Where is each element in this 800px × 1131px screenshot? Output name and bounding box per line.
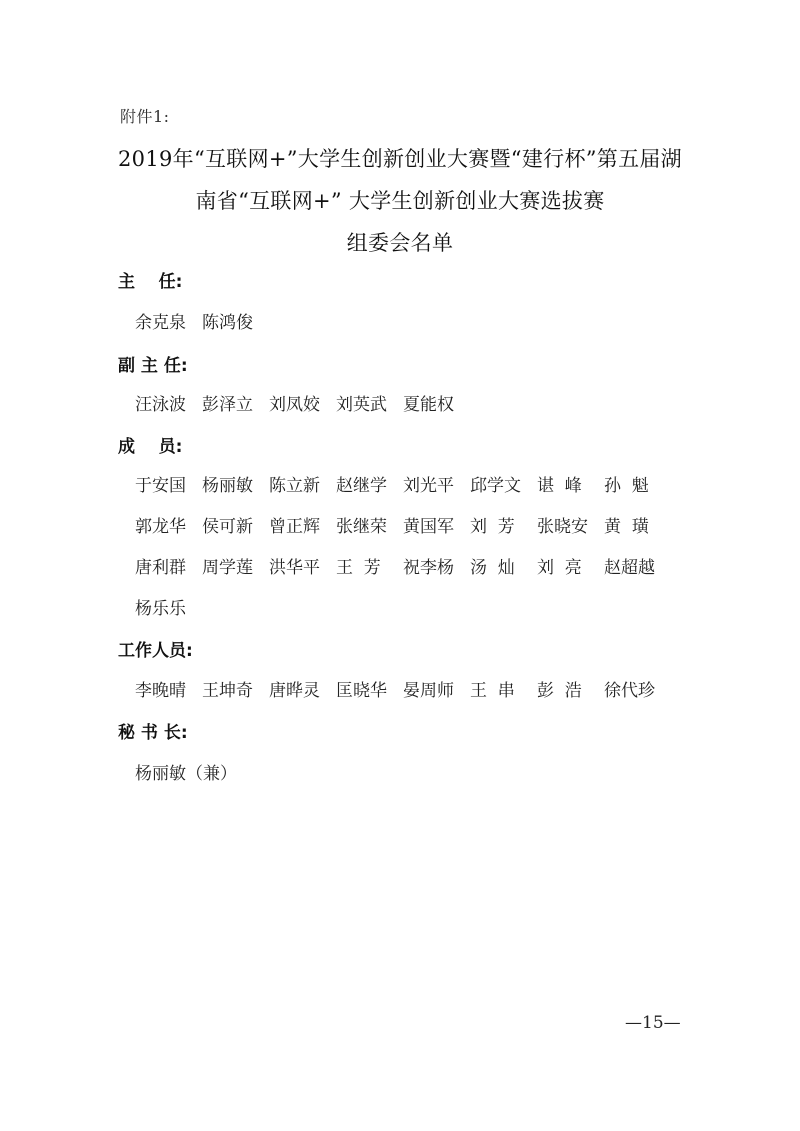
person-name: 杨丽敏（兼） (135, 764, 237, 784)
person-name: 黄 璜 (604, 517, 649, 537)
person-name: 洪华平 (269, 558, 320, 578)
person-name: 赵继学 (336, 476, 387, 496)
person-name: 杨乐乐 (135, 599, 186, 619)
person-name: 周学莲 (202, 558, 253, 578)
person-name: 陈鸿俊 (202, 313, 253, 333)
person-name: 唐晔灵 (269, 681, 320, 701)
person-name: 唐利群 (135, 558, 186, 578)
person-name: 张晓安 (537, 517, 588, 537)
person-name: 赵超越 (604, 558, 655, 578)
section-label-staff: 工作人员: (118, 641, 193, 661)
person-name: 邱学文 (470, 476, 521, 496)
deputy-director-names (135, 390, 470, 415)
person-name: 祝李杨 (403, 558, 454, 578)
person-name: 夏能权 (403, 395, 454, 415)
section-label-secretary-general: 秘 书 长: (118, 723, 188, 743)
person-name: 于安国 (135, 476, 186, 496)
director-names (135, 308, 269, 333)
staff-names (135, 676, 671, 701)
title-line-3: 组委会名单 (346, 231, 454, 255)
members-row-2 (135, 512, 671, 537)
person-name: 王 串 (470, 681, 515, 701)
person-name: 刘凤姣 (269, 395, 320, 415)
person-name: 匡晓华 (336, 681, 387, 701)
person-name: 刘光平 (403, 476, 454, 496)
person-name: 刘 亮 (537, 558, 582, 578)
members-row-1 (135, 471, 671, 496)
person-name: 彭泽立 (202, 395, 253, 415)
person-name: 彭 浩 (537, 681, 582, 701)
page-number: —15— (625, 1013, 681, 1033)
members-row-4 (135, 594, 202, 619)
person-name: 王 芳 (336, 558, 381, 578)
section-label-members: 成 员: (118, 437, 183, 457)
title-line-2: 南省“互联网+” 大学生创新创业大赛选拔赛 (195, 189, 605, 213)
person-name: 曾正辉 (269, 517, 320, 537)
section-label-deputy-director: 副 主 任: (118, 356, 188, 376)
person-name: 晏周师 (403, 681, 454, 701)
section-label-director: 主 任: (118, 272, 183, 292)
person-name: 徐代珍 (604, 681, 655, 701)
person-name: 杨丽敏 (202, 476, 253, 496)
title-line-1: 2019年“互联网+”大学生创新创业大赛暨“建行杯”第五届湖 (118, 147, 682, 171)
person-name: 黄国军 (403, 517, 454, 537)
person-name: 孙 魁 (604, 476, 649, 496)
person-name: 汤 灿 (470, 558, 515, 578)
person-name: 余克泉 (135, 313, 186, 333)
person-name: 王坤奇 (202, 681, 253, 701)
person-name: 侯可新 (202, 517, 253, 537)
person-name: 刘 芳 (470, 517, 515, 537)
person-name: 刘英武 (336, 395, 387, 415)
person-name: 陈立新 (269, 476, 320, 496)
person-name: 李晚晴 (135, 681, 186, 701)
person-name: 汪泳波 (135, 395, 186, 415)
members-row-3 (135, 553, 671, 578)
person-name: 郭龙华 (135, 517, 186, 537)
secretary-general-names (135, 759, 237, 784)
person-name: 张继荣 (336, 517, 387, 537)
attachment-label: 附件1: (120, 107, 170, 126)
person-name: 谌 峰 (537, 476, 582, 496)
